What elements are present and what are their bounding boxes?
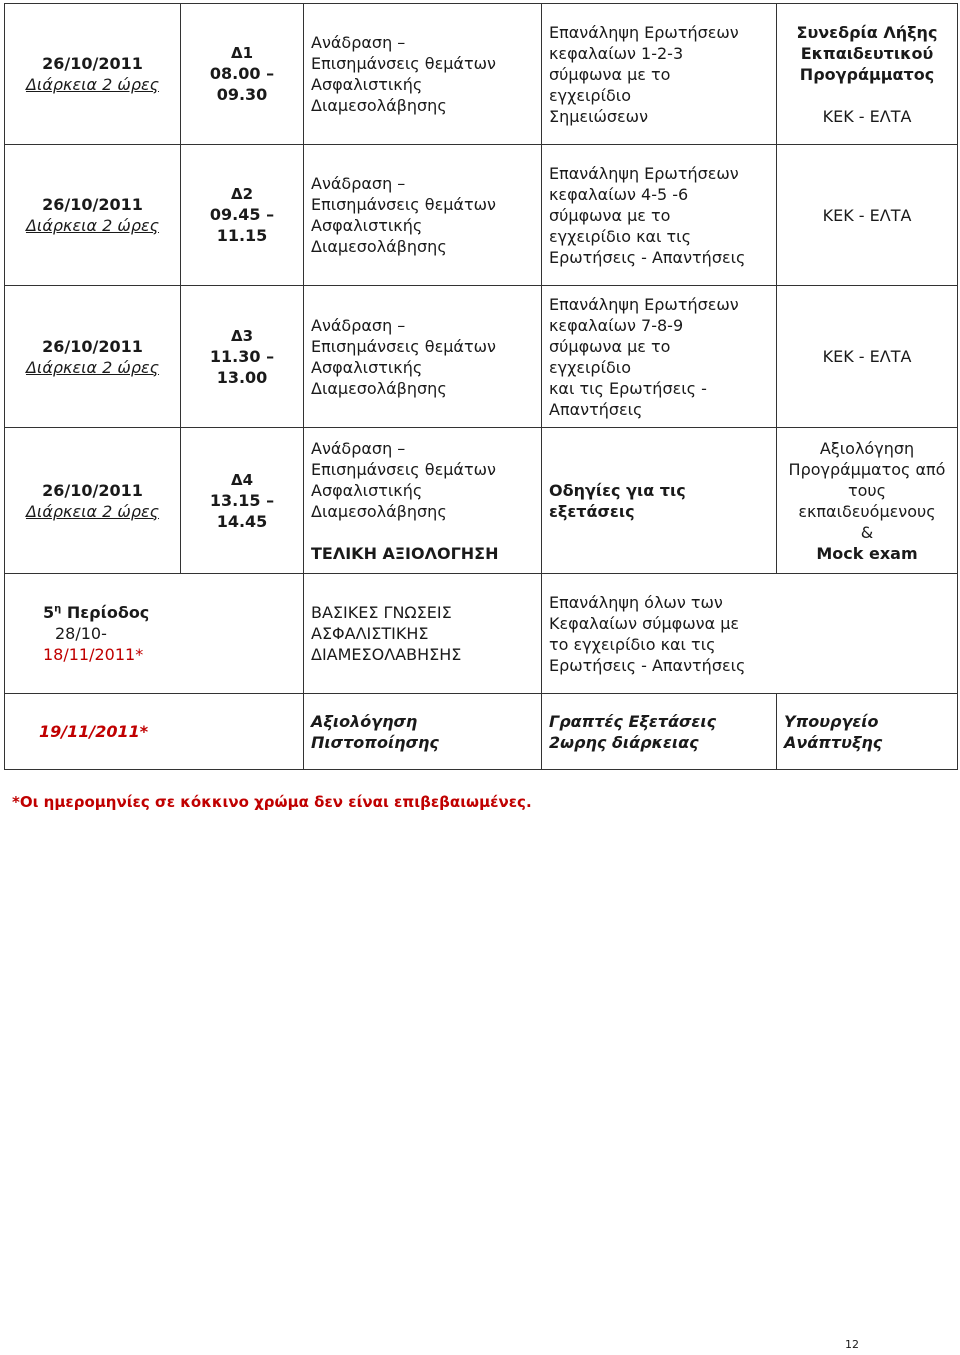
date-cell: 26/10/2011 Διάρκεια 2 ώρες <box>5 145 181 286</box>
venue-cell: Υπουργείο Ανάπτυξης <box>777 694 958 770</box>
page-number: 12 <box>845 1338 859 1351</box>
schedule-table <box>4 3 958 770</box>
topic-cell: ΒΑΣΙΚΕΣ ΓΝΩΣΕΙΣ ΑΣΦΑΛΙΣΤΙΚΗΣ ΔΙΑΜΕΣΟΛΑΒΗΣΗΣ <box>304 574 542 694</box>
session-cell: Δ2 09.45 – 11.15 <box>181 145 304 286</box>
table-row <box>5 145 958 286</box>
footnote: *Οι ημερομηνίες σε κόκκινο χρώμα δεν είναι επιβεβαιωμένες. <box>12 793 532 811</box>
venue-cell: Αξιολόγηση Προγράμματος από τους εκπαιδευόμενους & Mock exam <box>777 428 958 574</box>
final-date-cell: 19/11/2011* <box>5 694 304 770</box>
date-cell: 26/10/2011 Διάρκεια 2 ώρες <box>5 4 181 145</box>
content-cell: Επανάληψη Ερωτήσεων κεφαλαίων 1-2-3 σύμφωνα με το εγχειρίδιο Σημειώσεων <box>542 4 777 145</box>
period-row <box>5 574 958 694</box>
session-cell: Δ4 13.15 – 14.45 <box>181 428 304 574</box>
final-evaluation-label: ΤΕΛΙΚΗ ΑΞΙΟΛΟΓΗΣΗ <box>311 543 499 563</box>
content-cell: Γραπτές Εξετάσεις 2ωρης διάρκειας <box>542 694 777 770</box>
content-cell: Επανάληψη Ερωτήσεων κεφαλαίων 4-5 -6 σύμφωνα με το εγχειρίδιο και τις Ερωτήσεις - Απαντήσεις <box>542 145 777 286</box>
final-row <box>5 694 958 770</box>
topic-cell: Ανάδραση – Επισημάνσεις θεμάτων Ασφαλιστικής Διαμεσολάβησης ΤΕΛΙΚΗ ΑΞΙΟΛΟΓΗΣΗ <box>304 428 542 574</box>
topic-cell: Αξιολόγηση Πιστοποίησης <box>304 694 542 770</box>
content-cell: Επανάληψη Ερωτήσεων κεφαλαίων 7-8-9 σύμφωνα με το εγχειρίδιο και τις Ερωτήσεις - Απαντήσεις <box>542 286 777 428</box>
table-row <box>5 428 958 574</box>
topic-cell: Ανάδραση – Επισημάνσεις θεμάτων Ασφαλιστικής Διαμεσολάβησης <box>304 4 542 145</box>
date-cell: 26/10/2011 Διάρκεια 2 ώρες <box>5 286 181 428</box>
venue-cell: ΚΕΚ - ΕΛΤΑ <box>777 286 958 428</box>
date-cell: 26/10/2011 Διάρκεια 2 ώρες <box>5 428 181 574</box>
period-cell: $5^\eta$ Περίοδος 28/10- 18/11/2011* <box>5 574 304 694</box>
topic-cell: Ανάδραση – Επισημάνσεις θεμάτων Ασφαλιστικής Διαμεσολάβησης <box>304 145 542 286</box>
topic-cell: Ανάδραση – Επισημάνσεις θεμάτων Ασφαλιστικής Διαμεσολάβησης <box>304 286 542 428</box>
mock-exam-label: Mock exam <box>816 543 918 563</box>
session-cell: Δ1 08.00 – 09.30 <box>181 4 304 145</box>
venue-cell: Συνεδρία Λήξης Εκπαιδευτικού Προγράμματος ΚΕΚ - ΕΛΤΑ <box>777 4 958 145</box>
table-row <box>5 4 958 145</box>
venue-cell: ΚΕΚ - ΕΛΤΑ <box>777 145 958 286</box>
table-row <box>5 286 958 428</box>
content-cell: Οδηγίες για τις εξετάσεις <box>542 428 777 574</box>
session-cell: Δ3 11.30 – 13.00 <box>181 286 304 428</box>
content-cell: Επανάληψη όλων των Κεφαλαίων σύμφωνα με το εγχειρίδιο και τις Ερωτήσεις - Απαντήσεις <box>542 574 958 694</box>
